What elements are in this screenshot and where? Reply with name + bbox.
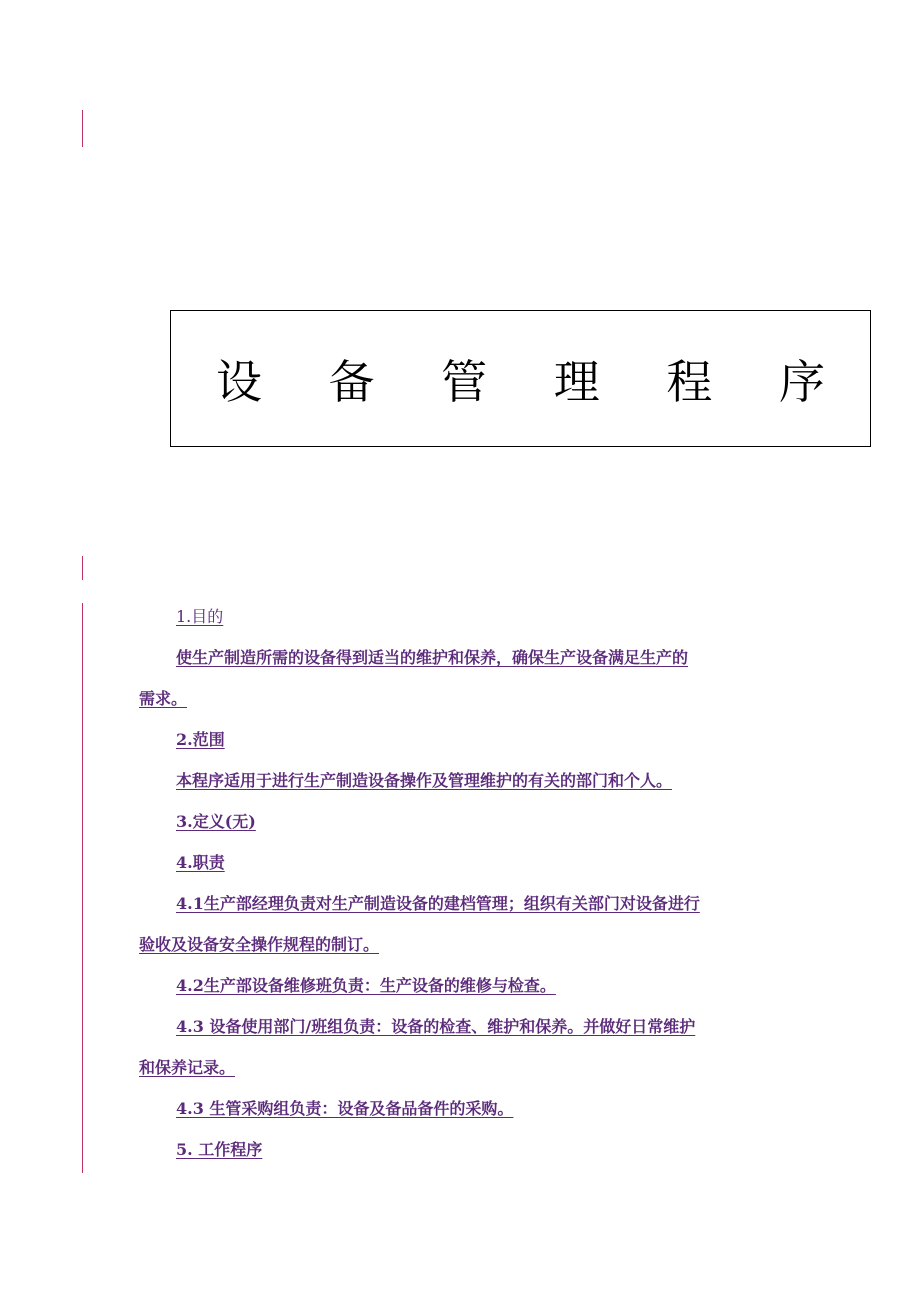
revision-bar-body [82,603,83,1173]
document-title: 设 备 管 理 程 序 [215,354,852,409]
responsibility-4-3-line-2: 和保养记录。 [139,1058,236,1077]
responsibility-4-2: 4.2生产部设备维修班负责：生产设备的维修与检查。 [176,976,556,995]
section-work-procedure-heading: 5. 工作程序 [176,1140,263,1159]
responsibility-4-3-line-1: 4.3 设备使用部门/班组负责：设备的检查、维护和保养。并做好日常维护 [176,1017,696,1036]
section-responsibility-heading: 4.职责 [176,853,225,872]
section-scope-heading: 2.范围 [176,730,225,749]
revision-bar-middle [82,556,83,580]
responsibility-4-1-line-1: 4.1生产部经理负责对生产制造设备的建档管理；组织有关部门对设备进行 [176,894,700,913]
title-box [170,310,871,447]
section-purpose-heading: 1.目的 [176,607,224,626]
section-definition-heading: 3.定义(无) [176,812,256,831]
purpose-text-line-2: 需求。 [139,689,188,708]
responsibility-4-3-purchasing: 4.3 生管采购组负责：设备及备品备件的采购。 [176,1099,514,1118]
scope-text: 本程序适用于进行生产制造设备操作及管理维护的有关的部门和个人。 [176,771,673,790]
responsibility-4-1-line-2: 验收及设备安全操作规程的制订。 [139,935,380,954]
revision-bar-top [82,110,83,147]
purpose-text-line-1: 使生产制造所需的设备得到适当的维护和保养，确保生产设备满足生产的 [176,648,689,667]
